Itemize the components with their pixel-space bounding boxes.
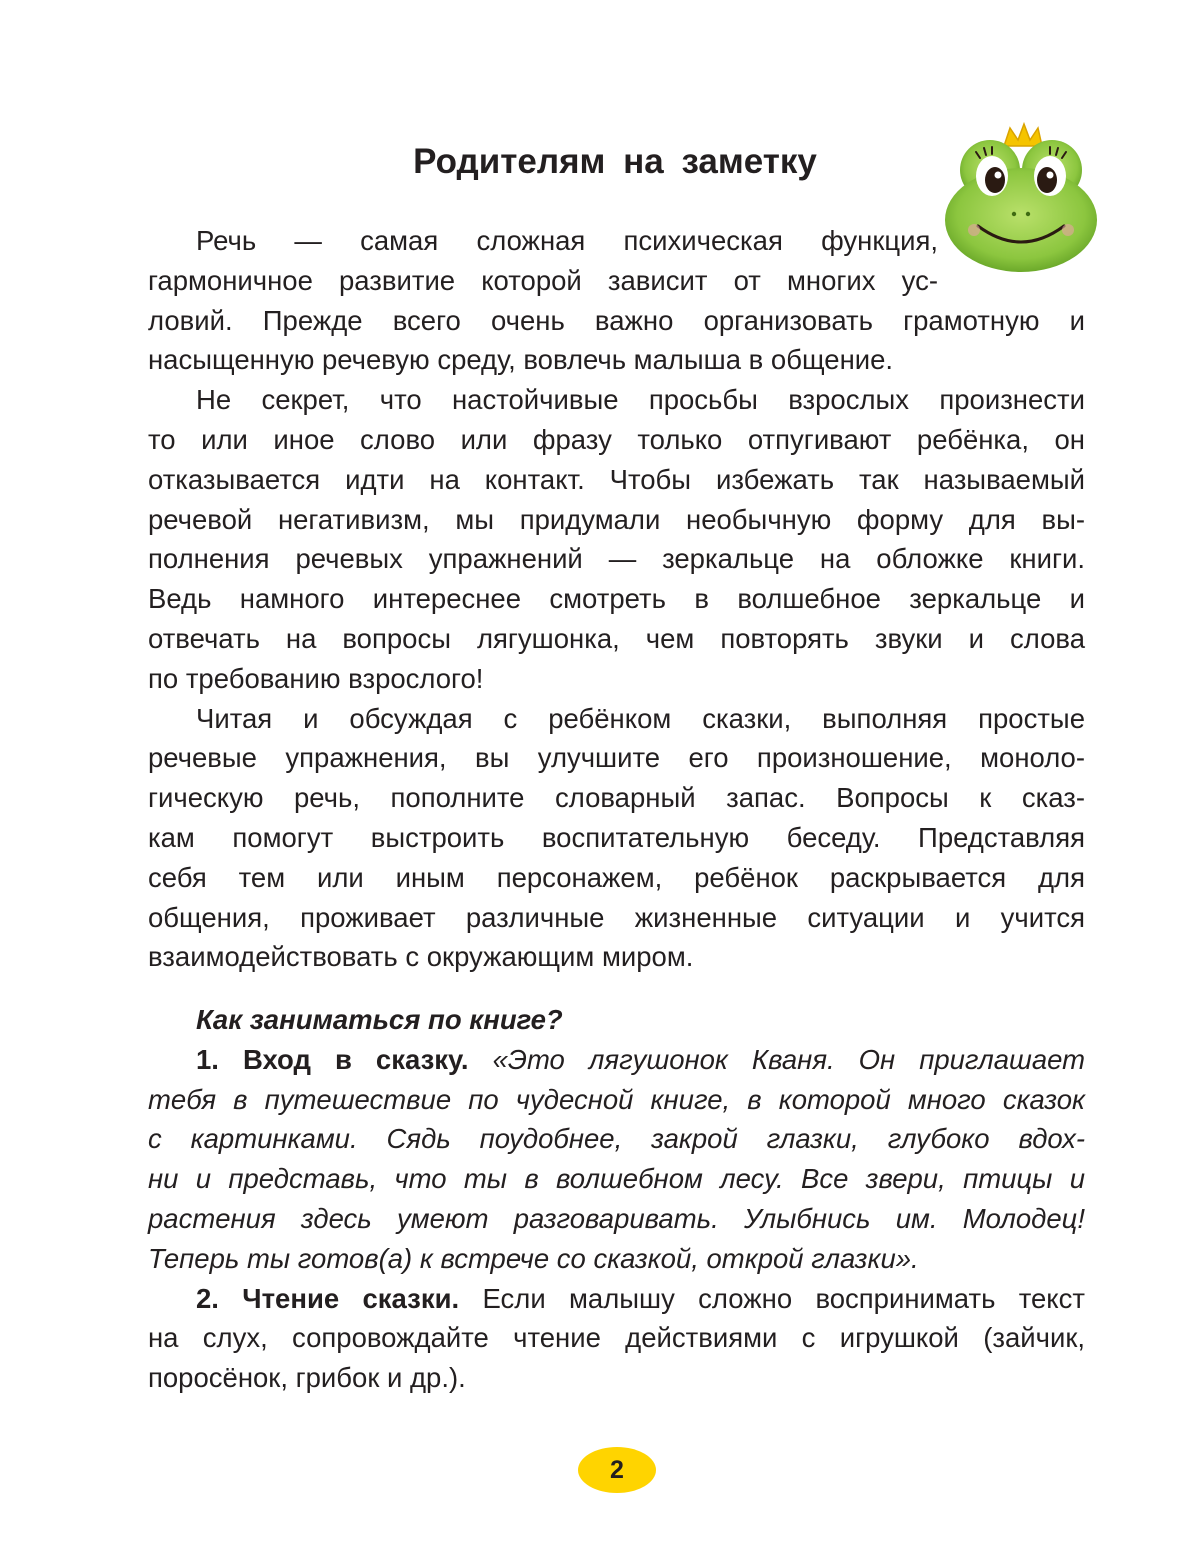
step-2-line — [148, 1279, 1085, 1319]
step-1-label: 1. Вход в сказку. — [196, 1043, 469, 1075]
intro-line: речевой негативизм, мы придумали необычную форму для вы- — [148, 503, 1085, 535]
step-1-line — [148, 1040, 1085, 1080]
step-2-line: поросёнок, грибок и др.). — [148, 1362, 466, 1394]
intro-line: кам помогут выстроить воспитательную беседу. Представляя — [148, 821, 1085, 853]
method-section — [148, 1000, 1085, 1398]
intro-line: то или иное слово или фразу только отпугивают ребёнка, он — [148, 423, 1085, 455]
step-1-line: растения здесь умеют разговаривать. Улыбнись им. Молодец! — [148, 1202, 1085, 1234]
intro-line: гармоничное развитие которой зависит от многих ус- — [148, 264, 938, 296]
intro-line: отвечать на вопросы лягушонка, чем повторять звуки и слова — [148, 622, 1085, 654]
intro-line: отказывается идти на контакт. Чтобы избежать так называемый — [148, 463, 1085, 495]
intro-line: общения, проживает различные жизненные ситуации и учится — [148, 901, 1085, 933]
intro-line: Ведь намного интереснее смотреть в волшебное зеркальце и — [148, 583, 1085, 615]
intro-line: Не секрет, что настойчивые просьбы взрослых произнести — [196, 384, 1085, 416]
intro-line: себя тем или иным персонажем, ребёнок раскрывается для — [148, 861, 1085, 893]
page-number-badge: 2 — [578, 1447, 656, 1493]
intro-line: гическую речь, пополните словарный запас. Вопросы к сказ- — [148, 782, 1085, 814]
intro-line: насыщенную речевую среду, вовлечь малыша в общение. — [148, 344, 894, 376]
step-1-line: тебя в путешествие по чудесной книге, в которой много сказок — [148, 1083, 1085, 1115]
intro-line: Читая и обсуждая с ребёнком сказки, выполняя простые — [196, 702, 1085, 734]
step-1-line: ни и представь, что ты в волшебном лесу. Все звери, птицы и — [148, 1163, 1085, 1195]
step-2-text: Если малышу сложно воспринимать текст — [482, 1282, 1085, 1314]
intro-line: Речь — самая сложная психическая функция, — [196, 225, 938, 256]
intro-line: речевые упражнения, вы улучшите его произношение, моноло- — [148, 742, 1085, 774]
intro-line: по требованию взрослого! — [148, 662, 484, 694]
step-2-line: на слух, сопровождайте чтение действиями с игрушкой (зайчик, — [148, 1322, 1085, 1354]
intro-line: взаимодействовать с окружающим миром. — [148, 941, 694, 973]
intro-line: ловий. Прежде всего очень важно организовать грамотную и — [148, 304, 1085, 336]
step-2-label: 2. Чтение сказки. — [196, 1282, 460, 1314]
step-1-line: Теперь ты готов(а) к встрече со сказкой, открой глазки». — [148, 1242, 919, 1274]
step-1-line: с картинками. Сядь поудобнее, закрой глазки, глубоко вдох- — [148, 1123, 1085, 1155]
step-1-text: «Это лягушонок Кваня. Он приглашает — [492, 1043, 1086, 1075]
intro-section — [148, 221, 1085, 977]
section-heading: Как заниматься по книге? — [196, 1004, 563, 1035]
intro-line: полнения речевых упражнений — зеркальце на обложке книги. — [148, 543, 1085, 575]
page-title: Родителям на заметку — [413, 142, 817, 181]
